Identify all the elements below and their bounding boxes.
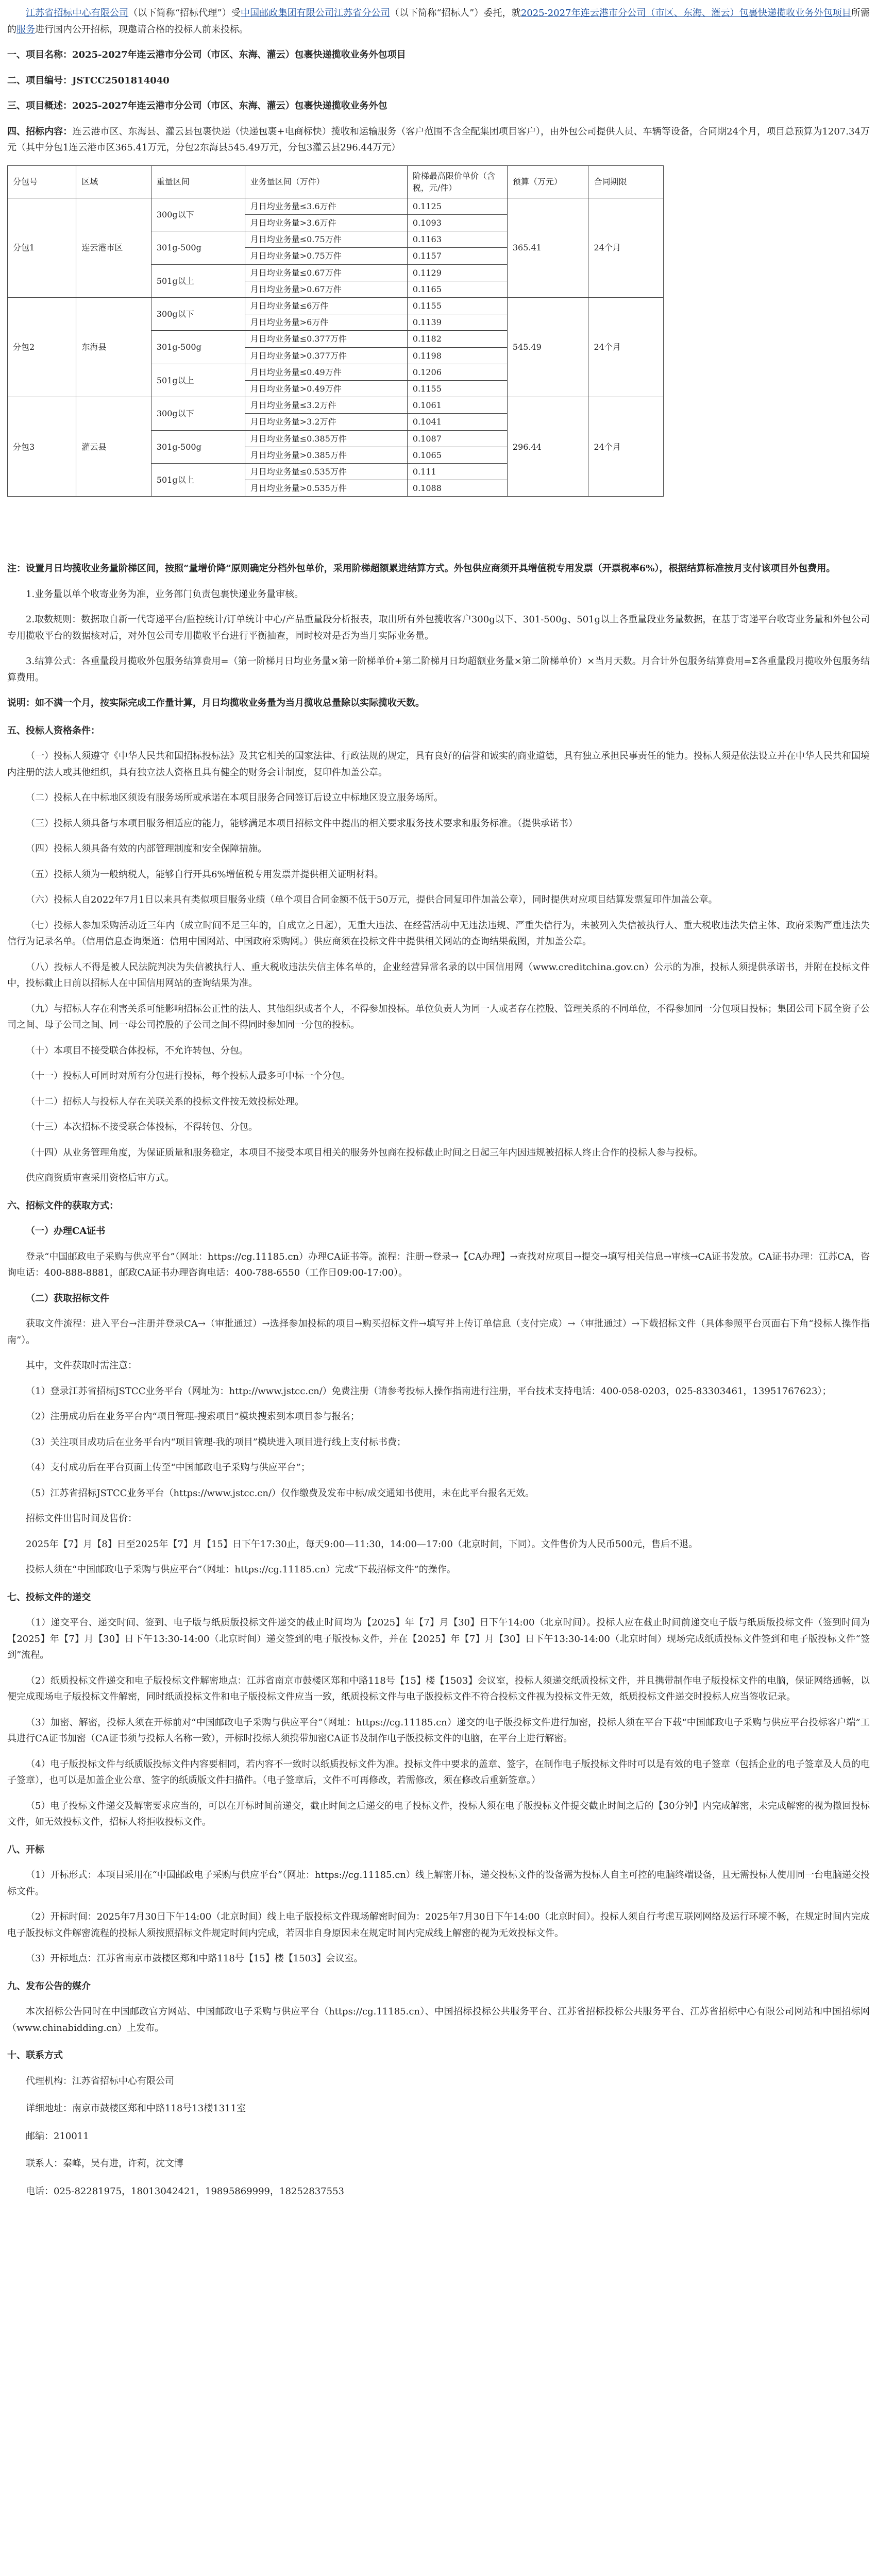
volume-cell: 月日均业务量>0.385万件: [245, 447, 407, 463]
price-cell: 0.1155: [407, 298, 507, 314]
price-cell: 0.1093: [407, 215, 507, 231]
col-header: 业务量区间（万件）: [245, 165, 407, 198]
weight-cell: 501g以上: [151, 364, 245, 397]
price-cell: 0.1065: [407, 447, 507, 463]
submission-item: （4）电子版投标文件与纸质版投标文件内容要相同，若内容不一致时以纸质投标文件为准。投标文件中要求的盖章、签字，在制作电子版投标文件时可以是有效的电子签章（包括企业的电子签章及人员的电子签章），也可以是加盖企业公章、签字的纸质版文件扫描件。（电子签章后，文件不可再修改，若需修改，须在修改后重新签章。）: [7, 1758, 870, 1786]
get-docs-step: （5）江苏省招标JSTCC业务平台（https://www.jstcc.cn/）仅作缴费及发布中标/成交通知书使用，未在此平台报名无效。: [26, 1487, 535, 1499]
qualification-item: （十三）本次招标不接受联合体投标，不得转包、分包。: [26, 1122, 258, 1133]
weight-cell: 501g以上: [151, 264, 245, 297]
qualification-item: （十四）从业务管理角度，为保证质量和服务稳定，本项目不接受本项目相关的服务外包商在投标截止时间之日起三年内因违规被招标人终止合作的投标人参与投标。: [26, 1147, 703, 1158]
submission-item: （1）递交平台、递交时间、签到、电子版与纸质版投标文件递交的截止时间均为【2025】年【7】月【30】日下午14:00（北京时间）。投标人应在截止时间前递交电子版与纸质版投标文件（签到时间为【2025】年【7】月【30】日下午13:30-14:00（北京时间）递交签到的电子版投标文件，并在【2025】年【7】月【30】日下午13:30-14:00（北京时间）现场完成纸质投标文件签到和电子版投标文件“签到”流程。: [7, 1617, 870, 1661]
weight-cell: 301g-500g: [151, 430, 245, 463]
get-docs-paragraph: 获取文件流程：进入平台→注册并登录CA→（审批通过）→选择参加投标的项目→购买招标文件→填写并上传订单信息（支付完成）→（审批通过）→下载招标文件（具体参照平台页面右下角“投标人操作指南”）。: [7, 1318, 870, 1346]
weight-cell: 300g以下: [151, 298, 245, 331]
volume-cell: 月日均业务量>0.75万件: [245, 248, 407, 264]
volume-cell: 月日均业务量≤3.2万件: [245, 397, 407, 414]
col-header: 分包号: [8, 165, 76, 198]
price-cell: 0.1165: [407, 281, 507, 297]
table-row: [8, 397, 664, 414]
agency-link[interactable]: 江苏省招标中心有限公司: [26, 8, 129, 19]
price-cell: 0.1182: [407, 331, 507, 347]
intro-paragraph: 江苏省招标中心有限公司（以下简称“招标代理”）受中国邮政集团有限公司江苏省分公司（以下简称“招标人”）委托，就2025-2027年连云港市分公司（市区、东海、灌云）包裹快递揽收业务外包项目所需的服务进行国内公开招标，现邀请合格的投标人前来投标。: [7, 8, 870, 35]
package-table: [7, 165, 664, 497]
get-docs-step: （3）关注项目成功后在业务平台内“项目管理-我的项目”模块进入项目进行线上支付标书费；: [26, 1436, 406, 1448]
period-cell: 24个月: [588, 298, 664, 397]
budget-cell: 545.49: [507, 298, 588, 397]
project-link[interactable]: 2025-2027年连云港市分公司（市区、东海、灌云）包裹快递揽收业务外包项目: [520, 8, 851, 19]
section-obtain-docs: 六、招标文件的获取方式：: [7, 1200, 119, 1211]
table-row: [8, 198, 664, 214]
get-docs-note: 其中，文件获取时需注意：: [26, 1360, 137, 1371]
price-cell: 0.1087: [407, 430, 507, 447]
get-docs-step: （4）支付成功后在平台页面上传至“中国邮政电子采购与供应平台”；: [26, 1462, 310, 1473]
col-header: 阶梯最高限价单价（含税，元/件）: [407, 165, 507, 198]
client-link[interactable]: 中国邮政集团有限公司江苏省分公司: [241, 8, 390, 19]
weight-cell: 300g以下: [151, 198, 245, 231]
volume-cell: 月日均业务量>0.377万件: [245, 347, 407, 364]
volume-cell: 月日均业务量≤3.6万件: [245, 198, 407, 214]
qualification-item: （四）投标人须具备有效的内部管理制度和安全保障措施。: [26, 843, 267, 855]
period-cell: 24个月: [588, 198, 664, 297]
price-cell: 0.1088: [407, 480, 507, 497]
volume-cell: 月日均业务量>0.535万件: [245, 480, 407, 497]
submission-item: （5）电子投标文件递交及解密要求应当的，可以在开标时间前递交，截止时间之后递交的电子投标文件，投标人须在电子版投标文件提交截止时间之后的【30分钟】内完成解密，未完成解密的视为撤回投标文件，如无效投标文件，招标人将拒收投标文件。: [7, 1800, 870, 1828]
qualification-item: （六）投标人自2022年7月1日以来具有类似项目服务业绩（单个项目合同金额不低于50万元，提供合同复印件加盖公章），同时提供对应项目结算发票复印件加盖公章。: [26, 894, 718, 906]
volume-cell: 月日均业务量>3.2万件: [245, 414, 407, 430]
pkg-cell: 分包1: [8, 198, 76, 297]
ca-paragraph: 登录“中国邮政电子采购与供应平台”（网址：https://cg.11185.cn）办理CA证书等。流程：注册→登录→【CA办理】→查找对应项目→提交→填写相关信息→审核→CA证书发放。CA证书办理：江苏CA，咨询电话：400-888-8881，邮政CA证书办理咨询电话：400-788-6550（工作日09:00-17:00）。: [7, 1251, 870, 1279]
weight-cell: 301g-500g: [151, 331, 245, 364]
contact-address: 详细地址：南京市鼓楼区郑和中路118号13楼1311室: [26, 2103, 246, 2114]
contact-block: [7, 2073, 870, 2200]
table-row: [8, 298, 664, 314]
period-cell: 24个月: [588, 397, 664, 497]
service-link[interactable]: 服务: [16, 24, 35, 35]
budget-cell: 296.44: [507, 397, 588, 497]
volume-cell: 月日均业务量≤0.535万件: [245, 463, 407, 480]
section-qualification: 五、投标人资格条件：: [7, 725, 100, 736]
price-cell: 0.1129: [407, 264, 507, 281]
project-overview: 三、项目概述：2025-2027年连云港市分公司（市区、东海、灌云）包裹快递揽收业务外包: [7, 100, 387, 111]
qualification-closing: 供应商资质审查采用资格后审方式。: [26, 1173, 174, 1184]
volume-cell: 月日均业务量>3.6万件: [245, 215, 407, 231]
price-cell: 0.1206: [407, 364, 507, 380]
weight-cell: 501g以上: [151, 463, 245, 496]
project-number: 二、项目编号：JSTCC2501814040: [7, 75, 170, 86]
download-note: 投标人须在“中国邮政电子采购与供应平台”（网址：https://cg.11185.cn）完成“下载招标文件”的操作。: [26, 1564, 456, 1575]
price-cell: 0.1157: [407, 248, 507, 264]
col-header: 预算（万元）: [507, 165, 588, 198]
qualification-item: （三）投标人须具备与本项目服务相适应的能力，能够满足本项目招标文件中提出的相关要求服务技术要求和服务标准。（提供承诺书）: [26, 818, 578, 829]
section-media: 九、发布公告的媒介: [7, 1980, 91, 1992]
region-cell: 东海县: [76, 298, 151, 397]
weight-cell: 300g以下: [151, 397, 245, 430]
get-docs-step: （1）登录江苏省招标JSTCC业务平台（网址为：http://www.jstcc.cn/）免费注册（请参考投标人操作指南进行注册，平台技术支持电话：400-058-0203，025-83303461，13951767623）；: [26, 1385, 832, 1397]
volume-cell: 月日均业务量>0.49万件: [245, 380, 407, 397]
price-cell: 0.1198: [407, 347, 507, 364]
budget-cell: 365.41: [507, 198, 588, 297]
col-header: 合同期限: [588, 165, 664, 198]
price-cell: 0.1155: [407, 380, 507, 397]
opening-item: （3）开标地点：江苏省南京市鼓楼区郑和中路118号【15】楼【1503】会议室。: [26, 1953, 363, 1964]
qualification-item: （二）投标人在中标地区须设有服务场所或承诺在本项目服务合同签订后设立中标地区设立服务场所。: [26, 792, 443, 804]
volume-cell: 月日均业务量≤6万件: [245, 298, 407, 314]
volume-cell: 月日均业务量≤0.49万件: [245, 364, 407, 380]
volume-cell: 月日均业务量≤0.377万件: [245, 331, 407, 347]
contact-postcode: 邮编：210011: [26, 2130, 89, 2142]
col-header: 重量区间: [151, 165, 245, 198]
section-contact: 十、联系方式: [7, 2050, 63, 2061]
price-cell: 0.1125: [407, 198, 507, 214]
volume-cell: 月日均业务量>0.67万件: [245, 281, 407, 297]
section-opening: 八、开标: [7, 1844, 44, 1855]
project-name: 一、项目名称：2025-2027年连云港市分公司（市区、东海、灌云）包裹快递揽收业务外包项目: [7, 49, 406, 60]
qualification-item: （一）投标人须遵守《中华人民共和国招标投标法》及其它相关的国家法律、行政法规的规定，具有良好的信誉和诚实的商业道德，具有独立承担民事责任的能力。投标人须是依法设立并在中华人民共和国境内注册的法人或其他组织，具有独立法人资格且具有健全的财务会计制度，复印件加盖公章。: [7, 751, 870, 778]
pkg-cell: 分包2: [8, 298, 76, 397]
pkg-cell: 分包3: [8, 397, 76, 497]
submission-item: （2）纸质投标文件递交和电子版投标文件解密地点：江苏省南京市鼓楼区郑和中路118号【15】楼【1503】会议室，投标人须递交纸质投标文件，并且携带制作电子版投标文件的电脑，保证网络通畅，以便完成现场电子版投标文件解密，同时纸质投标文件和电子版投标文件应当一致，纸质投标文件与电子版投标文件不符合投标文件视为投标文件无效，纸质投标文件递交时投标人应当签收记录。: [7, 1675, 870, 1703]
subsection-get-docs: （二）获取招标文件: [26, 1293, 109, 1304]
region-cell: 连云港市区: [76, 198, 151, 297]
qualification-item: （十一）投标人可同时对所有分包进行投标，每个投标人最多可中标一个分包。: [26, 1071, 350, 1082]
volume-cell: 月日均业务量≤0.75万件: [245, 231, 407, 248]
volume-cell: 月日均业务量≤0.67万件: [245, 264, 407, 281]
qualification-item: （七）投标人参加采购活动近三年内（成立时间不足三年的，自成立之日起），无重大违法、在经营活动中无违法违规、严重失信行为，未被列入失信被执行人、重大税收违法失信主体、政府采购严重违法失信行为记录名单。（信用信息查询渠道：信用中国网站、中国政府采购网。）供应商须在投标文件中提供相关网站的查询结果截图，并加盖公章。: [7, 920, 870, 947]
price-cell: 0.1139: [407, 314, 507, 331]
term-3: 3.结算公式：各重量段月揽收外包服务结算费用=（第一阶梯月日均业务量×第一阶梯单价+第二阶梯月日均超额业务量×第二阶梯单价）×当月天数。月合计外包服务结算费用=Σ各重量段月揽收外包服务结算费用。: [7, 656, 870, 683]
qualification-item: （十）本项目不接受联合体投标，不允许转包、分包。: [26, 1045, 248, 1056]
term-1: 1.业务量以单个收寄业务为准，业务部门负责包裹快递业务量审核。: [26, 588, 304, 600]
col-header: 区域: [76, 165, 151, 198]
qualification-item: （九）与招标人存在利害关系可能影响招标公正性的法人、其他组织或者个人，不得参加投标。单位负责人为同一人或者存在控股、管理关系的不同单位，不得参加同一分包项目投标；集团公司下属全资子公司之间、母子公司之间、同一母公司控股的子公司之间不得同时参加同一分包的投标。: [7, 1003, 870, 1031]
qualification-item: （十二）招标人与投标人存在关联关系的投标文件按无效投标处理。: [26, 1096, 304, 1107]
pricing-note: 注：设置月日均揽收业务量阶梯区间，按照“量增价降”原则确定分档外包单价，采用阶梯超额累进结算方式。外包供应商须开具增值税专用发票（开票税率6%），根据结算标准按月支付该项目外包费用。: [7, 563, 836, 574]
contact-persons: 联系人：秦峰，吴有进，许莉，沈文博: [26, 2158, 183, 2170]
contact-agency: 代理机构：江苏省招标中心有限公司: [26, 2075, 174, 2087]
bid-content: 四、招标内容：连云港市区、东海县、灌云县包裹快递（快递包裹+电商标快）揽收和运输服务（客户范围不含全配集团项目客户），由外包公司提供人员、车辆等设备，合同期24个月，项目总预算为1207.34万元（其中分包1连云港市区365.41万元，分包2东海县545.49万元，分包3灌云县296.44万元）: [7, 126, 870, 153]
price-cell: 0.1061: [407, 397, 507, 414]
submission-item: （3）加密、解密，投标人须在开标前对“中国邮政电子采购与供应平台”（网址：https://cg.11185.cn）递交的电子版投标文件进行加密，投标人须在平台下载“中国邮政电子采购与供应平台投标客户端”工具进行CA证书加密（CA证书须与投标人名称一致），开标时投标人须携带加密CA证书及制作电子版投标文件的电脑，在平台上进行解密。: [7, 1717, 870, 1744]
opening-item: （2）开标时间：2025年7月30日下午14:00（北京时间）线上电子版投标文件现场解密时间为：2025年7月30日下午14:00（北京时间）。投标人须自行考虑互联网网络及运行环境不畅，在规定时间内完成电子版投标文件解密流程的投标人须按照招标文件规定时间内完成，若因非自身原因未在规定时间内完成线上解密的视为无效投标文件。: [7, 1911, 870, 1939]
price-cell: 0.111: [407, 463, 507, 480]
calc-note: 说明：如不满一个月，按实际完成工作量计算，月日均揽收业务量为当月揽收总量除以实际揽收天数。: [7, 698, 425, 709]
table-header-row: [8, 165, 664, 198]
contact-phone: 电话：025-82281975，18013042421，19895869999，18252837553: [26, 2185, 344, 2197]
sale-time-label: 招标文件出售时间及售价：: [26, 1513, 137, 1524]
media-paragraph: 本次招标公告同时在中国邮政官方网站、中国邮政电子采购与供应平台（https://cg.11185.cn）、中国招标投标公共服务平台、江苏省招标投标公共服务平台、江苏省招标中心有限公司网站和中国招标网（www.chinabidding.cn）上发布。: [7, 2006, 870, 2033]
region-cell: 灌云县: [76, 397, 151, 497]
price-cell: 0.1163: [407, 231, 507, 248]
volume-cell: 月日均业务量>6万件: [245, 314, 407, 331]
subsection-ca: （一）办理CA证书: [26, 1226, 106, 1237]
get-docs-step: （2）注册成功后在业务平台内“项目管理-搜索项目”模块搜索到本项目参与报名；: [26, 1411, 360, 1422]
term-2: 2.取数规则：数据取自新一代寄递平台/监控统计/订单统计中心/产品重量段分析报表，取出所有外包揽收客户300g以下、301-500g、501g以上各重量段业务量数据，在基于寄递平台收寄业务量和外包公司专用揽收平台的数据核对后，对外包公司专用揽收平台进行平衡抽查，同时校对是否为当月实际业务量。: [7, 614, 870, 641]
qualification-item: （八）投标人不得是被人民法院判决为失信被执行人、重大税收违法失信主体名单的，企业经营异常名录的以中国信用网（www.creditchina.gov.cn）公示的为准，投标人须提供承诺书，并附在投标文件中，投标截止日前以招标人在中国信用网站的查询结果为准。: [7, 961, 870, 989]
volume-cell: 月日均业务量≤0.385万件: [245, 430, 407, 447]
price-cell: 0.1041: [407, 414, 507, 430]
sale-time-text: 2025年【7】月【8】日至2025年【7】月【15】日下午17:30止，每天9:00—11:30，14:00—17:00（北京时间，下同）。文件售价为人民币500元，售后不退。: [26, 1538, 698, 1550]
weight-cell: 301g-500g: [151, 231, 245, 264]
qualification-item: （五）投标人须为一般纳税人，能够自行开具6%增值税专用发票并提供相关证明材料。: [26, 869, 384, 880]
opening-item: （1）开标形式：本项目采用在“中国邮政电子采购与供应平台”（网址：https://cg.11185.cn）线上解密开标，递交投标文件的设备需为投标人自主可控的电脑终端设备，且无需投标人使用同一台电脑递交投标文件。: [7, 1870, 870, 1897]
section-submission: 七、投标文件的递交: [7, 1591, 91, 1603]
